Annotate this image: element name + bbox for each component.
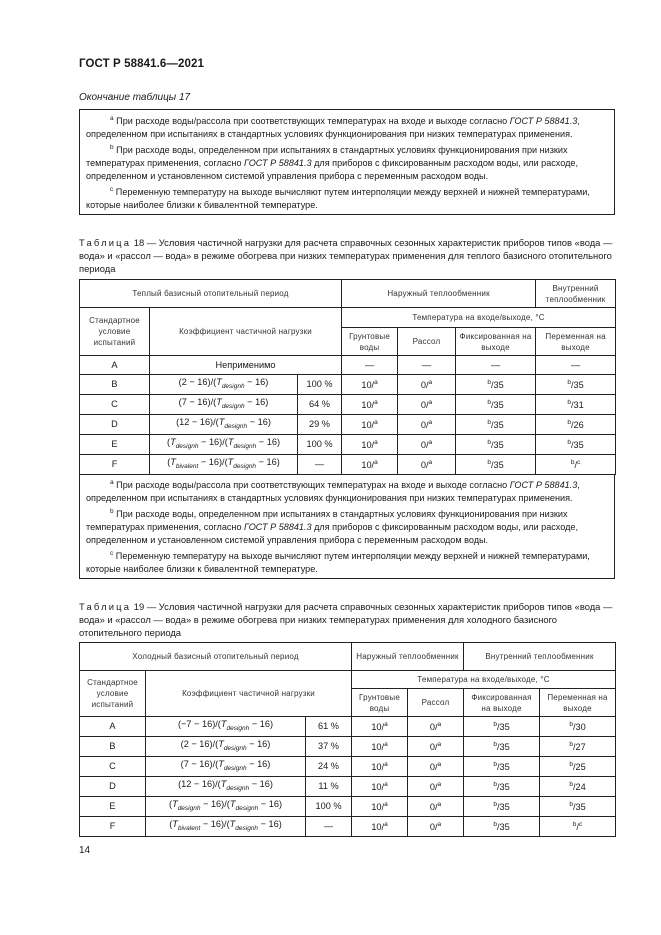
- brine-cell: 0/$^a$: [398, 435, 456, 455]
- table-row: [80, 817, 616, 837]
- variable-cell: $^b$/35: [536, 375, 616, 395]
- pct-cell: 61 %: [306, 717, 352, 737]
- variable-cell: $^b$/24: [540, 777, 616, 797]
- brine-cell: 0/$^a$: [408, 737, 464, 757]
- table-row: [80, 757, 616, 777]
- fixed-cell: $^b$/35: [464, 777, 540, 797]
- variable-cell: $^b$/$^c$: [540, 817, 616, 837]
- std-cond-header: Стандартное условие испытаний: [80, 671, 146, 717]
- pct-cell: —: [298, 455, 342, 475]
- table-row: [80, 395, 616, 415]
- temp-header: Температура на входе/выходе, °С: [342, 308, 616, 328]
- fixed-cell: $^b$/35: [464, 717, 540, 737]
- table-row: [80, 375, 616, 395]
- cond-cell: C: [80, 757, 146, 777]
- pct-cell: 100 %: [306, 797, 352, 817]
- ratio-cell: $(12 - 16)/(T_{designh} - 16)$: [150, 415, 298, 435]
- table17-footnotes: [79, 109, 615, 215]
- table-row: [80, 737, 616, 757]
- outer-hx-header: Наружный теплообменник: [342, 280, 536, 308]
- cond-cell: B: [80, 375, 150, 395]
- footnote-c: $^c$ Переменную температуру на выходе вычисляют путем интерполяции между верхней и нижней температурами, которые наиболее близки к бивалентной температуре.: [86, 550, 590, 575]
- ratio-cell: $(T_{bivalent} - 16)/(T_{designh} - 16)$: [146, 817, 306, 837]
- variable-cell: $^b$/35: [536, 435, 616, 455]
- table18-body: [80, 375, 616, 475]
- fixed-cell: $^b$/35: [456, 435, 536, 455]
- brine-cell: 0/$^a$: [408, 817, 464, 837]
- ratio-cell: $(2 - 16)/(T_{designh} - 16)$: [150, 375, 298, 395]
- variable-cell: $^b$/30: [540, 717, 616, 737]
- coef-header: Коэффициент частичной нагрузки: [146, 671, 352, 717]
- table-row: А Неприменимо — — — —: [80, 356, 616, 375]
- ground-cell: 10/$^a$: [342, 455, 398, 475]
- footnote-b: $^b$ При расходе воды, определенном при испытаниях в стандартных условиях функционирования при низких температурах применения, согласно ГОСТ Р 58841.3 для приборов с фиксированным расходом воды, или расходе, определенном и установленном системой управления прибора с переменным расходом воды.: [86, 144, 579, 182]
- variable-cell: $^b$/26: [536, 415, 616, 435]
- ground-cell: 10/$^a$: [342, 415, 398, 435]
- brine-cell: 0/$^a$: [398, 415, 456, 435]
- table-row: [80, 415, 616, 435]
- col-ground: Грунтовые воды: [342, 328, 398, 356]
- cond-cell: D: [80, 415, 150, 435]
- table18-caption: Таблица 18 — Условия частичной нагрузки для расчета справочных сезонных характеристик приборов типов «вода — вода» и «рассол — вода» в режиме обогрева при низких температурах применения для теплого базисного отопительного периода: [79, 237, 613, 274]
- ground-cell: 10/$^a$: [352, 737, 408, 757]
- col-variable: Переменная на выходе: [540, 689, 616, 717]
- brine-cell: 0/$^a$: [408, 757, 464, 777]
- fixed-cell: $^b$/35: [464, 757, 540, 777]
- ratio-cell: $(2 - 16)/(T_{designh} - 16)$: [146, 737, 306, 757]
- table-row: [80, 717, 616, 737]
- footnote-a: $^a$ При расходе воды/рассола при соответствующих температурах на входе и выходе согласно ГОСТ Р 58841.3, определенном при испытаниях в стандартных условиях функционирования при низких температурах применения.: [86, 479, 580, 504]
- period-header: Холодный базисный отопительный период: [80, 643, 352, 671]
- cond-cell: F: [80, 455, 150, 475]
- variable-cell: $^b$/$^c$: [536, 455, 616, 475]
- pct-cell: 64 %: [298, 395, 342, 415]
- footnote-c: $^c$ Переменную температуру на выходе вычисляют путем интерполяции между верхней и нижней температурами, которые наиболее близки к бивалентной температуре.: [86, 186, 590, 211]
- cond-cell: E: [80, 435, 150, 455]
- pct-cell: —: [306, 817, 352, 837]
- ground-cell: 10/$^a$: [342, 435, 398, 455]
- fixed-cell: $^b$/35: [456, 395, 536, 415]
- brine-cell: 0/$^a$: [408, 797, 464, 817]
- fixed-cell: $^b$/35: [456, 455, 536, 475]
- col-fixed: Фиксированная на выходе: [456, 328, 536, 356]
- brine-cell: 0/$^a$: [398, 455, 456, 475]
- ratio-cell: $(T_{bivalent} - 16)/(T_{designh} - 16)$: [150, 455, 298, 475]
- table19-body: [80, 717, 616, 837]
- col-fixed: Фиксированная на выходе: [464, 689, 540, 717]
- temp-header: Температура на входе/выходе, °С: [352, 671, 616, 689]
- ratio-cell: $(7 - 16)/(T_{designh} - 16)$: [146, 757, 306, 777]
- ratio-cell: $(-7 - 16)/(T_{designh} - 16)$: [146, 717, 306, 737]
- std-cond-header: Стандартное условие испытаний: [80, 308, 150, 356]
- cond-cell: E: [80, 797, 146, 817]
- coef-header: Коэффициент частичной нагрузки: [150, 308, 342, 356]
- variable-cell: $^b$/35: [540, 797, 616, 817]
- table19-caption: Таблица 19 — Условия частичной нагрузки для расчета справочных сезонных характеристик приборов типов «вода — вода» и «рассол — вода» в режиме обогрева при низких температурах применения для холодного базисного отопительного периода: [79, 601, 613, 638]
- variable-cell: $^b$/25: [540, 757, 616, 777]
- inner-hx-header: Внутренний теплообменник: [536, 280, 616, 308]
- ground-cell: 10/$^a$: [352, 757, 408, 777]
- brine-cell: 0/$^a$: [408, 717, 464, 737]
- table-row: [80, 435, 616, 455]
- pct-cell: 11 %: [306, 777, 352, 797]
- variable-cell: $^b$/27: [540, 737, 616, 757]
- col-brine: Рассол: [398, 328, 456, 356]
- ground-cell: 10/$^a$: [352, 797, 408, 817]
- brine-cell: 0/$^a$: [408, 777, 464, 797]
- col-brine: Рассол: [408, 689, 464, 717]
- pct-cell: 29 %: [298, 415, 342, 435]
- cond-cell: D: [80, 777, 146, 797]
- ground-cell: 10/$^a$: [352, 717, 408, 737]
- page-number: 14: [79, 845, 91, 856]
- table19: [79, 642, 616, 837]
- ground-cell: 10/$^a$: [352, 777, 408, 797]
- ground-cell: 10/$^a$: [342, 375, 398, 395]
- inner-hx-header: Внутренний теплообменник: [464, 643, 616, 671]
- fixed-cell: $^b$/35: [456, 415, 536, 435]
- table-row: [80, 797, 616, 817]
- outer-hx-header: Наружный теплообменник: [352, 643, 464, 671]
- brine-cell: 0/$^a$: [398, 395, 456, 415]
- ground-cell: 10/$^a$: [342, 395, 398, 415]
- pct-cell: 24 %: [306, 757, 352, 777]
- ratio-cell: $(7 - 16)/(T_{designh} - 16)$: [150, 395, 298, 415]
- fixed-cell: $^b$/35: [464, 737, 540, 757]
- table-row: [80, 455, 616, 475]
- cond-cell: C: [80, 395, 150, 415]
- variable-cell: $^b$/31: [536, 395, 616, 415]
- ratio-cell: $(12 - 16)/(T_{designh} - 16)$: [146, 777, 306, 797]
- ratio-cell: $(T_{designh} - 16)/(T_{designh} - 16)$: [150, 435, 298, 455]
- document-header: ГОСТ Р 58841.6—2021: [79, 58, 204, 70]
- pct-cell: 100 %: [298, 435, 342, 455]
- fixed-cell: $^b$/35: [464, 817, 540, 837]
- brine-cell: 0/$^a$: [398, 375, 456, 395]
- footnote-b: $^b$ При расходе воды, определенном при испытаниях в стандартных условиях функционирования при низких температурах применения, согласно ГОСТ Р 58841.3 для приборов с фиксированным расходом воды, или расходе, определенном и установленном системой управления прибора с переменным расходом воды.: [86, 508, 579, 546]
- pct-cell: 100 %: [298, 375, 342, 395]
- table18-footnotes: [79, 474, 615, 579]
- ground-cell: 10/$^a$: [352, 817, 408, 837]
- cond-cell: A: [80, 717, 146, 737]
- fixed-cell: $^b$/35: [464, 797, 540, 817]
- ratio-cell: $(T_{designh} - 16)/(T_{designh} - 16)$: [146, 797, 306, 817]
- period-header: Теплый базисный отопительный период: [80, 280, 342, 308]
- col-ground: Грунтовые воды: [352, 689, 408, 717]
- cond-cell: B: [80, 737, 146, 757]
- pct-cell: 37 %: [306, 737, 352, 757]
- col-variable: Переменная на выходе: [536, 328, 616, 356]
- table-row: [80, 777, 616, 797]
- table-continuation-label: Окончание таблицы 17: [79, 92, 191, 103]
- fixed-cell: $^b$/35: [456, 375, 536, 395]
- table18: [79, 279, 616, 475]
- cond-cell: F: [80, 817, 146, 837]
- footnote-a: $^a$ При расходе воды/рассола при соответствующих температурах на входе и выходе согласно ГОСТ Р 58841.3, определенном при испытаниях в стандартных условиях функционирования при низких температурах применения.: [86, 115, 580, 140]
